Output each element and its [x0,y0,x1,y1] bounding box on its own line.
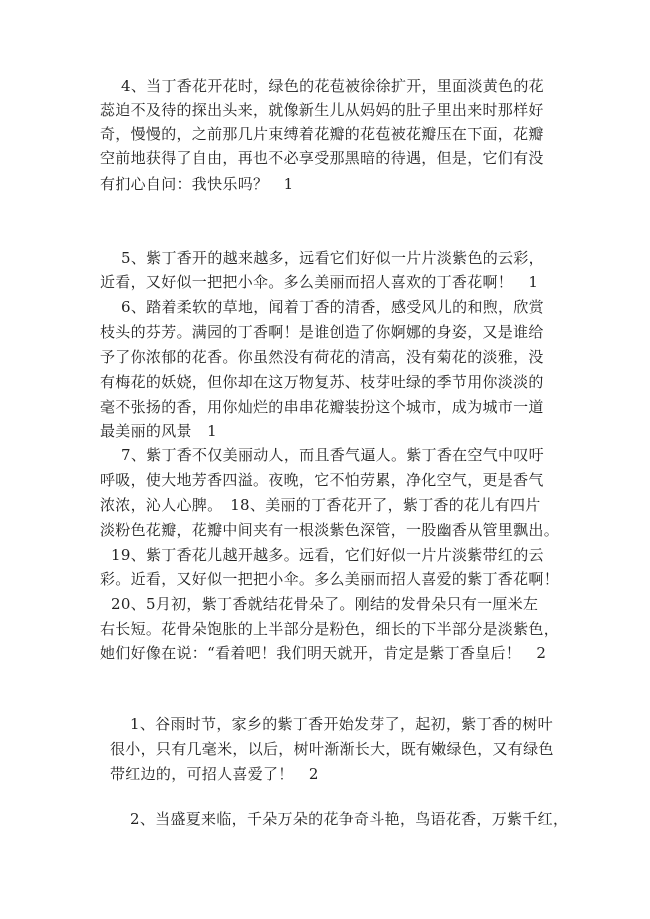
text-line: 她们好像在说：“看着吧！我们明天就开，肯定是紫丁香皇后！ 2 [100,644,547,662]
text-line: 最美丽的风景 1 [100,422,217,440]
text-line: 蕊迫不及待的探出头来，就像新生儿从妈妈的肚子里出来时那样好 [100,101,544,119]
text-line: 予了你浓郁的花香。你虽然没有荷花的清高，没有菊花的淡雅，没 [100,348,544,366]
text-line: 1、谷雨时节，家乡的紫丁香开始发芽了，起初，紫丁香的树叶 [130,715,553,733]
text-line: 右长短。花骨朵饱胀的上半部分是粉色，细长的下半部分是淡紫色， [100,620,560,638]
text-line: 很小，只有几毫米，以后，树叶渐渐长大，既有嫩绿色，又有绿色 [110,740,554,758]
text-line: 2、当盛夏来临，千朵万朵的花争奇斗艳，鸟语花香，万紫千红， [130,810,569,828]
text-line: 毫不张扬的香，用你灿烂的串串花瓣装扮这个城市，成为城市一道 [100,398,544,416]
text-line: 带红边的，可招人喜爱了！ 2 [110,765,319,783]
text-line: 有梅花的妖娆，但你却在这万物复苏、枝芽吐绿的季节用你淡淡的 [100,373,544,391]
text-line: 奇，慢慢的，之前那几片束缚着花瓣的花苞被花瓣压在下面，花瓣 [100,125,544,143]
text-line: 淡粉色花瓣，花瓣中间夹有一根淡紫色深管，一股幽香从管里飘出。 [100,521,560,539]
text-line: 空前地获得了自由，再也不必享受那黑暗的待遇，但是，它们有没 [100,149,544,167]
text-line: 6、踏着柔软的草地，闻着丁香的清香，感受风儿的和煦，欣赏 [121,298,544,316]
text-line: 呼吸，使大地芳香四溢。夜晚，它不怕劳累，净化空气，更是香气 [100,471,544,489]
text-line: 4、当丁香花开花时，绿色的花苞被徐徐扩开，里面淡黄色的花 [121,77,544,95]
text-line: 7、紫丁香不仅美丽动人，而且香气逼人。紫丁香在空气中叹吁 [121,446,544,464]
text-line: 枝头的芬芳。满园的丁香啊！是谁创造了你婀娜的身姿，又是谁给 [100,323,544,341]
text-line: 浓浓，沁人心脾。 18、美丽的丁香花开了，紫丁香的花儿有四片 [100,496,541,514]
text-line: 19、紫丁香花儿越开越多。远看，它们好似一片片淡紫带红的云 [111,546,544,564]
text-line: 5、紫丁香开的越来越多，远看它们好似一片片淡紫色的云彩， [121,249,544,267]
text-line: 彩。近看，又好似一把把小伞。多么美丽而招人喜爱的紫丁香花啊！ [100,570,560,588]
text-line: 近看，又好似一把把小伞。多么美丽而招人喜欢的丁香花啊！ 1 [100,273,539,291]
text-line: 20、5月初，紫丁香就结花骨朵了。刚结的发骨朵只有一厘米左 [111,595,539,613]
text-line: 有扪心自问：我快乐吗？ 1 [100,175,294,193]
